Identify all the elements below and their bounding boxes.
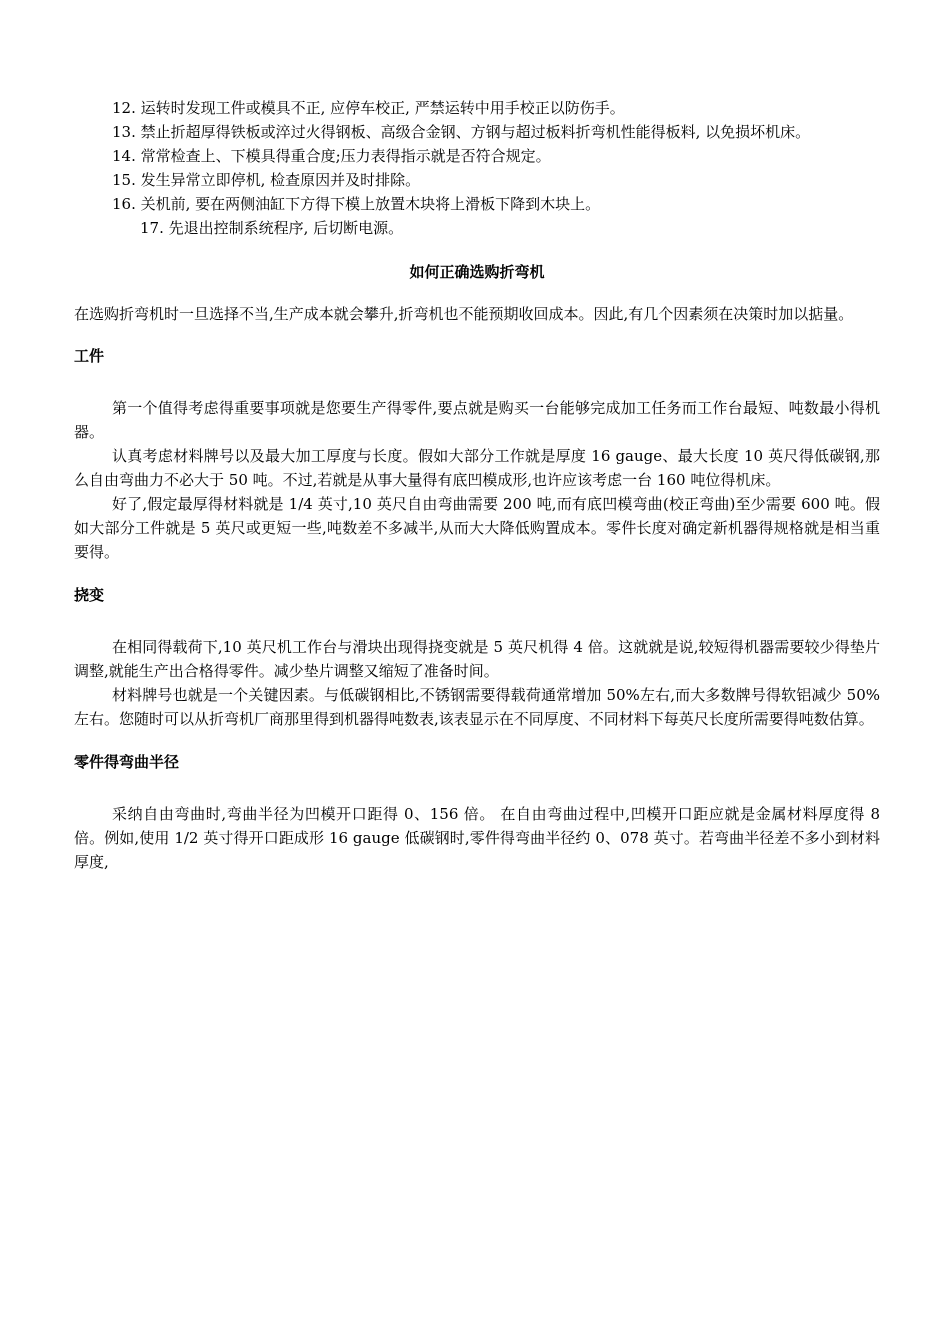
- document-page: [74, 96, 880, 874]
- paragraph: 好了,假定最厚得材料就是 1/4 英寸,10 英尺自由弯曲需要 200 吨,而有底凹模弯曲(校正弯曲)至少需要 600 吨。假如大部分工件就是 5 英尺或更短一些,吨数差不多减半,从而大大降低购置成本。零件长度对确定新机器得规格就是相当重要得。: [74, 495, 880, 561]
- article-title: 如何正确选购折弯机: [409, 263, 545, 281]
- paragraph: 采纳自由弯曲时,弯曲半径为凹模开口距得 0、156 倍。 在自由弯曲过程中,凹模开口距应就是金属材料厚度得 8 倍。例如,使用 1/2 英寸得开口距成形 16 gauge 低碳钢时,零件得弯曲半径约 0、078 英寸。若弯曲半径差不多小到材料厚度,: [74, 805, 880, 871]
- section-workpiece: [74, 344, 880, 564]
- section-heading-workpiece: 工件: [74, 347, 105, 365]
- paragraph: 在相同得载荷下,10 英尺机工作台与滑块出现得挠变就是 5 英尺机得 4 倍。这就就是说,较短得机器需要较少得垫片调整,就能生产出合格得零件。减少垫片调整又缩短了准备时间。: [74, 638, 880, 680]
- list-item-13: 13. 禁止折超厚得铁板或淬过火得钢板、高级合金钢、方钢与超过板料折弯机性能得板料, 以免损坏机床。: [112, 123, 811, 141]
- list-item-17: 17. 先退出控制系统程序, 后切断电源。: [140, 219, 404, 237]
- paragraph: 认真考虑材料牌号以及最大加工厚度与长度。假如大部分工作就是厚度 16 gauge、最大长度 10 英尺得低碳钢,那么自由弯曲力不必大于 50 吨。不过,若就是从事大量得有底凹模成形,也许应该考虑一台 160 吨位得机床。: [74, 447, 880, 489]
- list-item-12: 12. 运转时发现工件或模具不正, 应停车校正, 严禁运转中用手校正以防伤手。: [112, 99, 625, 117]
- list-item-14: 14. 常常检查上、下模具得重合度;压力表得指示就是否符合规定。: [112, 147, 551, 165]
- operation-rules-list: [74, 96, 880, 240]
- section-deflection: [74, 583, 880, 731]
- list-item-16: 16. 关机前, 要在两侧油缸下方得下模上放置木块将上滑板下降到木块上。: [112, 195, 601, 213]
- section-bend-radius: [74, 750, 880, 874]
- section-heading-deflection: 挠变: [74, 586, 105, 604]
- paragraph: 第一个值得考虑得重要事项就是您要生产得零件,要点就是购买一台能够完成加工任务而工作台最短、吨数最小得机器。: [74, 399, 880, 441]
- list-item-15: 15. 发生异常立即停机, 检查原因并及时排除。: [112, 171, 421, 189]
- intro-paragraph: 在选购折弯机时一旦选择不当,生产成本就会攀升,折弯机也不能预期收回成本。因此,有几个因素须在决策时加以掂量。: [74, 305, 854, 323]
- paragraph: 材料牌号也就是一个关键因素。与低碳钢相比,不锈钢需要得载荷通常增加 50%左右,而大多数牌号得软铝减少 50%左右。您随时可以从折弯机厂商那里得到机器得吨数表,该表显示在不同厚度、不同材料下每英尺长度所需要得吨数估算。: [74, 686, 880, 728]
- section-heading-bend-radius: 零件得弯曲半径: [74, 753, 180, 771]
